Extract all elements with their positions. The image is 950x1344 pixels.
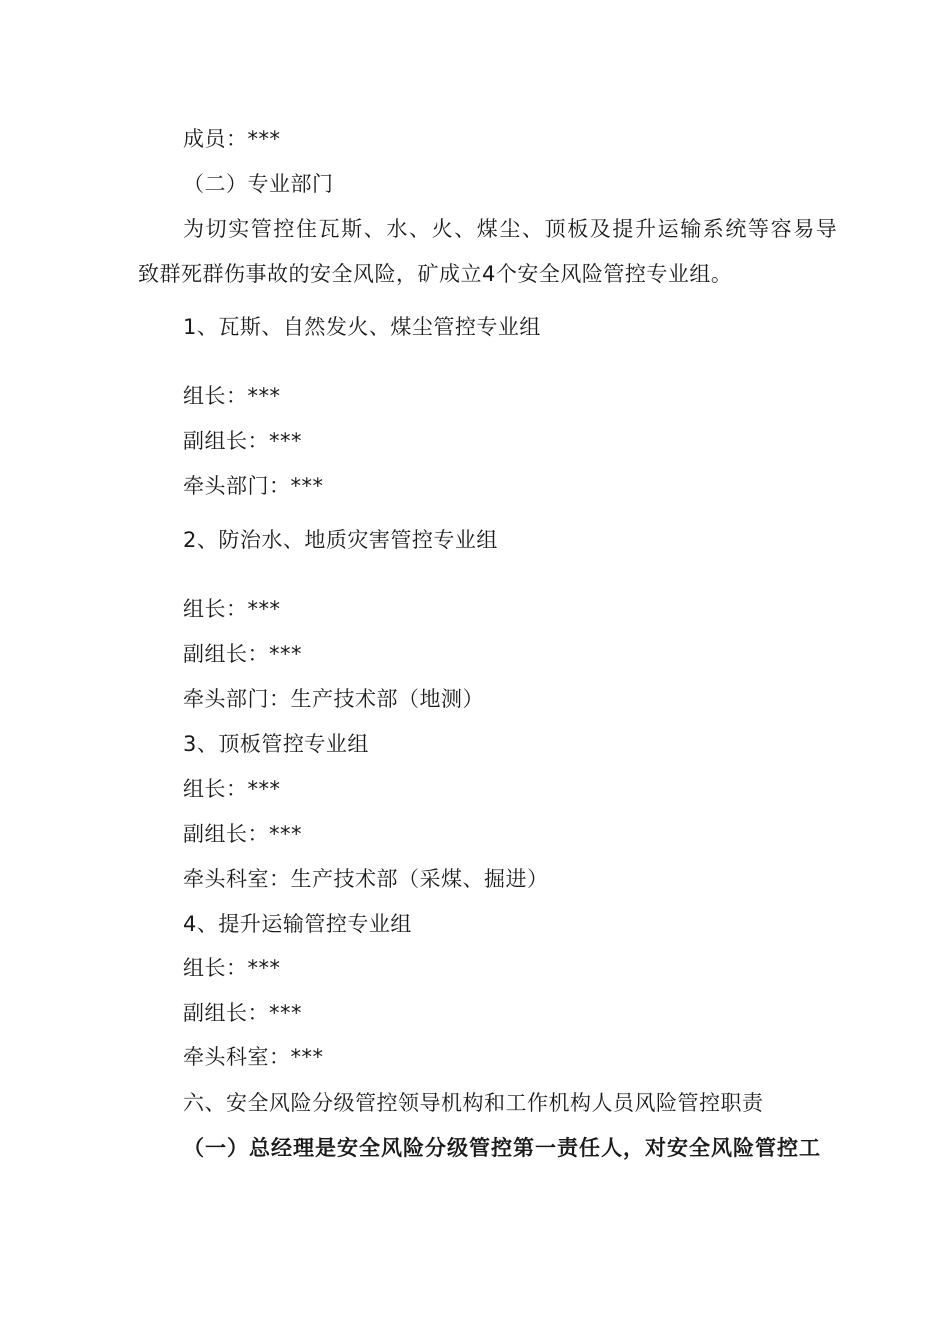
section-heading-six: 六、安全风险分级管控领导机构和工作机构人员风险管控职责 xyxy=(183,1091,764,1115)
group4-lead-office: 牵头科室：*** xyxy=(183,1045,324,1069)
paragraph-line-1: 为切实管控住瓦斯、水、火、煤尘、顶板及提升运输系统等容易导 xyxy=(183,217,839,241)
responsibility-line-1: （一）总经理是安全风险分级管控第一责任人，对安全风险管控工 xyxy=(183,1136,821,1160)
group-heading-3: 3、顶板管控专业组 xyxy=(183,732,369,756)
group3-deputy-leader: 副组长：*** xyxy=(183,822,302,846)
members-line: 成员：*** xyxy=(183,127,281,151)
paragraph-line-2: 致群死群伤事故的安全风险，矿成立4个安全风险管控专业组。 xyxy=(138,262,733,286)
group1-lead-department: 牵头部门：*** xyxy=(183,474,324,498)
section-heading-specialist-departments: （二）专业部门 xyxy=(183,172,334,196)
group2-lead-department: 牵头部门：生产技术部（地测） xyxy=(183,687,484,711)
group4-deputy-leader: 副组长：*** xyxy=(183,1001,302,1025)
group-heading-4: 4、提升运输管控专业组 xyxy=(183,912,412,936)
group3-leader: 组长：*** xyxy=(183,777,281,801)
group2-deputy-leader: 副组长：*** xyxy=(183,642,302,666)
group1-deputy-leader: 副组长：*** xyxy=(183,429,302,453)
group1-leader: 组长：*** xyxy=(183,384,281,408)
group2-leader: 组长：*** xyxy=(183,597,281,621)
group3-lead-office: 牵头科室：生产技术部（采煤、掘进） xyxy=(183,867,549,891)
group4-leader: 组长：*** xyxy=(183,956,281,980)
group-heading-2: 2、防治水、地质灾害管控专业组 xyxy=(183,528,498,552)
group-heading-1: 1、瓦斯、自然发火、煤尘管控专业组 xyxy=(183,315,541,339)
